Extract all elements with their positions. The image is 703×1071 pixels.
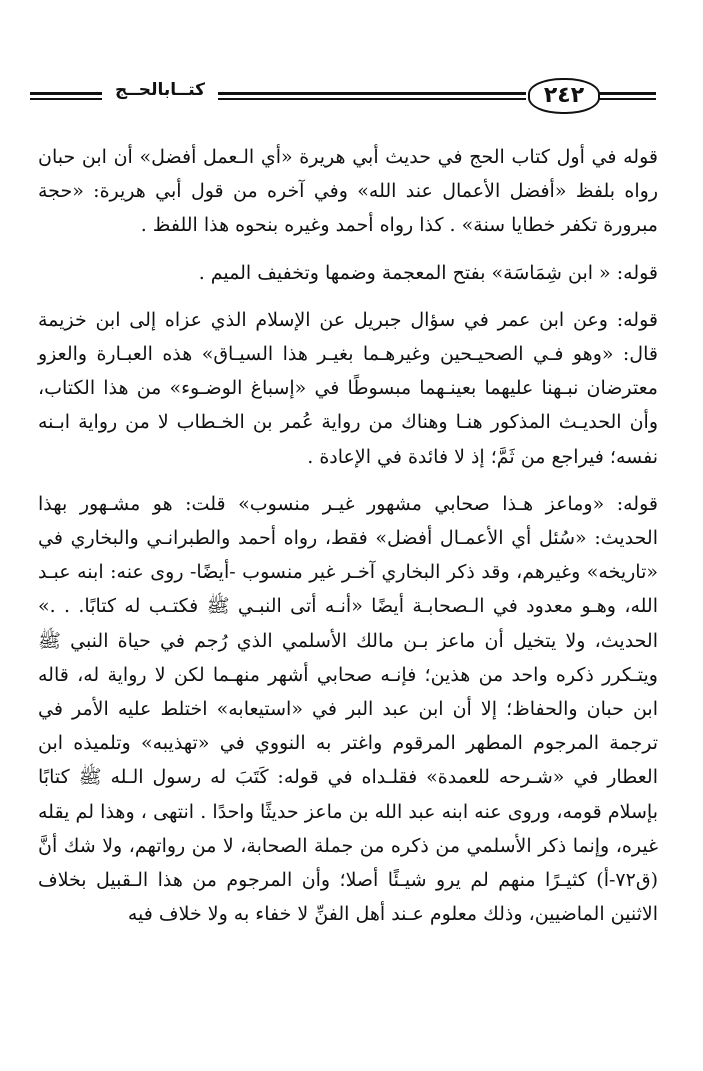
header-rule	[218, 98, 526, 100]
header-rule	[30, 98, 102, 100]
header-rule	[30, 92, 102, 95]
body-text	[38, 140, 658, 944]
page-number: ٢٤٢	[528, 78, 600, 114]
paragraph: قوله: « ابن شِمَاسَة» بفتح المعجمة وضمها وتخفيف الميم .	[198, 261, 658, 284]
header-rule	[598, 92, 656, 95]
running-title: كتــابالحــج	[114, 80, 206, 100]
header-rule	[598, 98, 656, 100]
paragraph: قوله: وعن ابن عمر في سؤال جبريل عن الإسلام الذي عزاه إلى ابن خزيمة قال: «وهو فـي الصحيـحين وغيرهـما بغيـر هذا السيـاق» هذه العبـارة والعزو معترضان نبـهنا عليهما بعينـهما مبسوطًا في «إسباغ الوضـوء» من هذا الكتاب، وأن الحديـث المذكور هنـا وهناك من رواية عُمر بن الخـطاب لا من رواية ابـنه نفسه؛ فيراجع من ثَمَّ؛ إذ لا فائدة في الإعادة .	[38, 308, 658, 468]
page-header	[28, 78, 658, 126]
paragraph: قوله: «وماعز هـذا صحابي مشهور غيـر منسوب» قلت: هو مشـهور بهذا الحديث: «سُئل أي الأعمـال أفضل» فقط، رواه أحمد والطبرانـي والبخاري في «تاريخه» وغيرهم، وقد ذكر البخاري آخـر غير منسوب -أيضًا- روى عنه: ابنه عبـد الله، وهـو معدود في الـصحابـة أيضًا «أنـه أتى النبـي ﷺ فكتـب له كتابًا. . .» الحديث، ولا يتخيل أن ماعز بـن مالك الأسلمي الذي رُجم في حياة النبي ﷺ ويتـكرر ذكره واحد من هذين؛ فإنـه صحابي أشهر منهـما لكن لا رواية له، قاله ابن حبان والحفاظ؛ إلا أن ابن عبد البر في «استيعابه» اختلط عليه الأمر في ترجمة المرجوم المطهر المرقوم واغتر به النووي في «تهذيبه» وتلميذه ابن العطار في «شـرحه للعمدة» فقلـداه في قوله: كَتَبَ له رسول الـله ﷺ كتابًا بإسلام قومه، وروى عنه ابنه عبد الله بن ماعز حديثًا واحدًا . انتهى ، وهذا لم يقله غيره، وإنما ذكر الأسلمي من ذكره من جملة الصحابة، لا من رواتهم، ولا شك أنَّ (ق٧٢-أ) كثيـرًا منهم لم يرو شيـئًا أصلا؛ وأن المرجوم من هذا الـقبيل بخلاف الاثنين الماضيين، وذلك معلوم عـند أهل الفنِّ لا خفاء به ولا خلاف فيه	[38, 492, 658, 926]
paragraph: قوله في أول كتاب الحج في حديث أبي هريرة «أي الـعمل أفضل» أن ابن حبان رواه بلفظ «أفضل الأعمال عند الله» وفي آخره من قول أبي هريرة: «حجة مبرورة تكفر خطايا سنة» . كذا رواه أحمد وغيره بنحوه هذا اللفظ .	[38, 146, 658, 237]
header-rule	[218, 92, 526, 95]
